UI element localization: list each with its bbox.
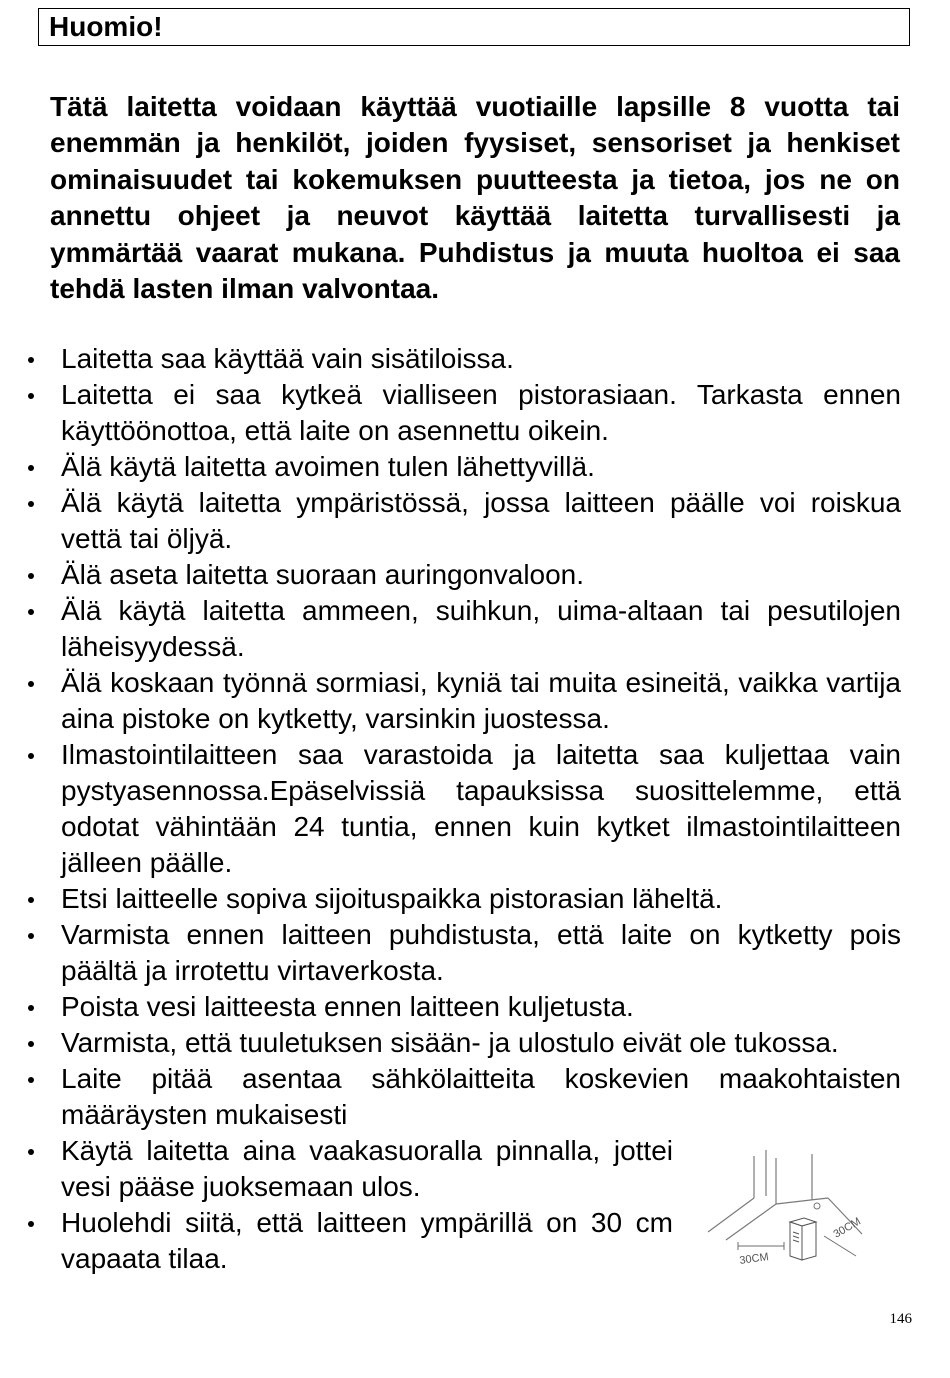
list-item-text: Varmista, että tuuletuksen sisään- ja ulostulo eivät ole tukossa. bbox=[61, 1027, 839, 1058]
bullet-icon bbox=[28, 609, 34, 615]
left-clearance-label: 30CM bbox=[738, 1251, 770, 1267]
list-item-text: Älä käytä laitetta ammeen, suihkun, uima-altaan tai pesutilojen läheisyydessä. bbox=[61, 595, 901, 662]
list-item-text: Laitetta ei saa kytkeä vialliseen pistorasiaan. Tarkasta ennen käyttöönottoa, että laite on asennettu oikein. bbox=[61, 379, 901, 446]
list-item bbox=[0, 341, 901, 377]
list-item-text: Käytä laitetta aina vaakasuoralla pinnalla, jottei vesi pääse juoksemaan ulos. bbox=[61, 1135, 673, 1202]
clearance-illustration bbox=[686, 1148, 886, 1283]
bullet-icon bbox=[28, 501, 34, 507]
list-item-text: Etsi laitteelle sopiva sijoituspaikka pistorasian läheltä. bbox=[61, 883, 723, 914]
list-item bbox=[0, 1133, 673, 1205]
list-item bbox=[0, 1025, 901, 1061]
list-item bbox=[0, 917, 901, 989]
bullet-icon bbox=[28, 1005, 34, 1011]
bullet-icon bbox=[28, 681, 34, 687]
list-item bbox=[0, 737, 901, 881]
bullet-icon bbox=[28, 1077, 34, 1083]
outlet-icon bbox=[814, 1203, 820, 1209]
list-item-text: Ilmastointilaitteen saa varastoida ja laitetta saa kuljettaa vain pystyasennossa.Epäselvissiä tapauksissa suosittelemme, että odotat vähintään 24 tuntia, ennen kuin kytket ilmastointilaitteen jälleen päälle. bbox=[61, 739, 901, 878]
bullet-icon bbox=[28, 393, 34, 399]
list-item bbox=[0, 557, 901, 593]
bullet-icon bbox=[28, 465, 34, 471]
bullet-icon bbox=[28, 357, 34, 363]
bullet-icon bbox=[28, 1149, 34, 1155]
bullet-icon bbox=[28, 897, 34, 903]
notice-heading: Huomio! bbox=[38, 8, 910, 46]
list-item bbox=[0, 449, 901, 485]
list-item-text: Varmista ennen laitteen puhdistusta, että laite on kytketty pois päältä ja irrotettu virtaverkosta. bbox=[61, 919, 901, 986]
child-safety-warning: Tätä laitetta voidaan käyttää vuotiaille lapsille 8 vuotta tai enemmän ja henkilöt, joiden fyysiset, sensoriset ja henkiset ominaisuudet tai kokemuksen puutteesta ja tietoa, jos ne on annettu ohjeet ja neuvot käyttää laitetta turvallisesti ja ymmärtää vaarat mukana. Puhdistus ja muuta huoltoa ei saa tehdä lasten ilman valvontaa. bbox=[50, 91, 900, 305]
list-item-text: Älä aseta laitetta suoraan auringonvaloon. bbox=[61, 559, 585, 590]
page-number: 146 bbox=[889, 1311, 912, 1327]
list-item-text: Älä käytä laitetta avoimen tulen lähettyvillä. bbox=[61, 451, 595, 482]
bullet-icon bbox=[28, 933, 34, 939]
list-item bbox=[0, 1061, 901, 1133]
bullet-icon bbox=[28, 1221, 34, 1227]
list-item-text: Laite pitää asentaa sähkölaitteita koskevien maakohtaisten määräysten mukaisesti bbox=[61, 1063, 901, 1130]
bullet-icon bbox=[28, 1041, 34, 1047]
list-item bbox=[0, 881, 901, 917]
list-item-text: Huolehdi siitä, että laitteen ympärillä on 30 cm vapaata tilaa. bbox=[61, 1207, 673, 1274]
list-item-text: Älä käytä laitetta ympäristössä, jossa laitteen päälle voi roiskua vettä tai öljyä. bbox=[61, 487, 901, 554]
list-item-text: Laitetta saa käyttää vain sisätiloissa. bbox=[61, 343, 514, 374]
list-item-text: Poista vesi laitteesta ennen laitteen kuljetusta. bbox=[61, 991, 634, 1022]
bullet-icon bbox=[28, 573, 34, 579]
air-conditioner-unit bbox=[790, 1218, 816, 1260]
list-item bbox=[0, 593, 901, 665]
right-clearance-label: 30CM bbox=[831, 1215, 863, 1241]
list-item bbox=[0, 485, 901, 557]
bullet-icon bbox=[28, 753, 34, 759]
list-item bbox=[0, 1205, 673, 1277]
list-item bbox=[0, 989, 901, 1025]
list-item-text: Älä koskaan työnnä sormiasi, kyniä tai muita esineitä, vaikka vartija aina pistoke on kytketty, varsinkin juostessa. bbox=[61, 667, 901, 734]
safety-instructions-list bbox=[0, 341, 950, 1277]
list-item bbox=[0, 665, 901, 737]
list-item bbox=[0, 377, 901, 449]
